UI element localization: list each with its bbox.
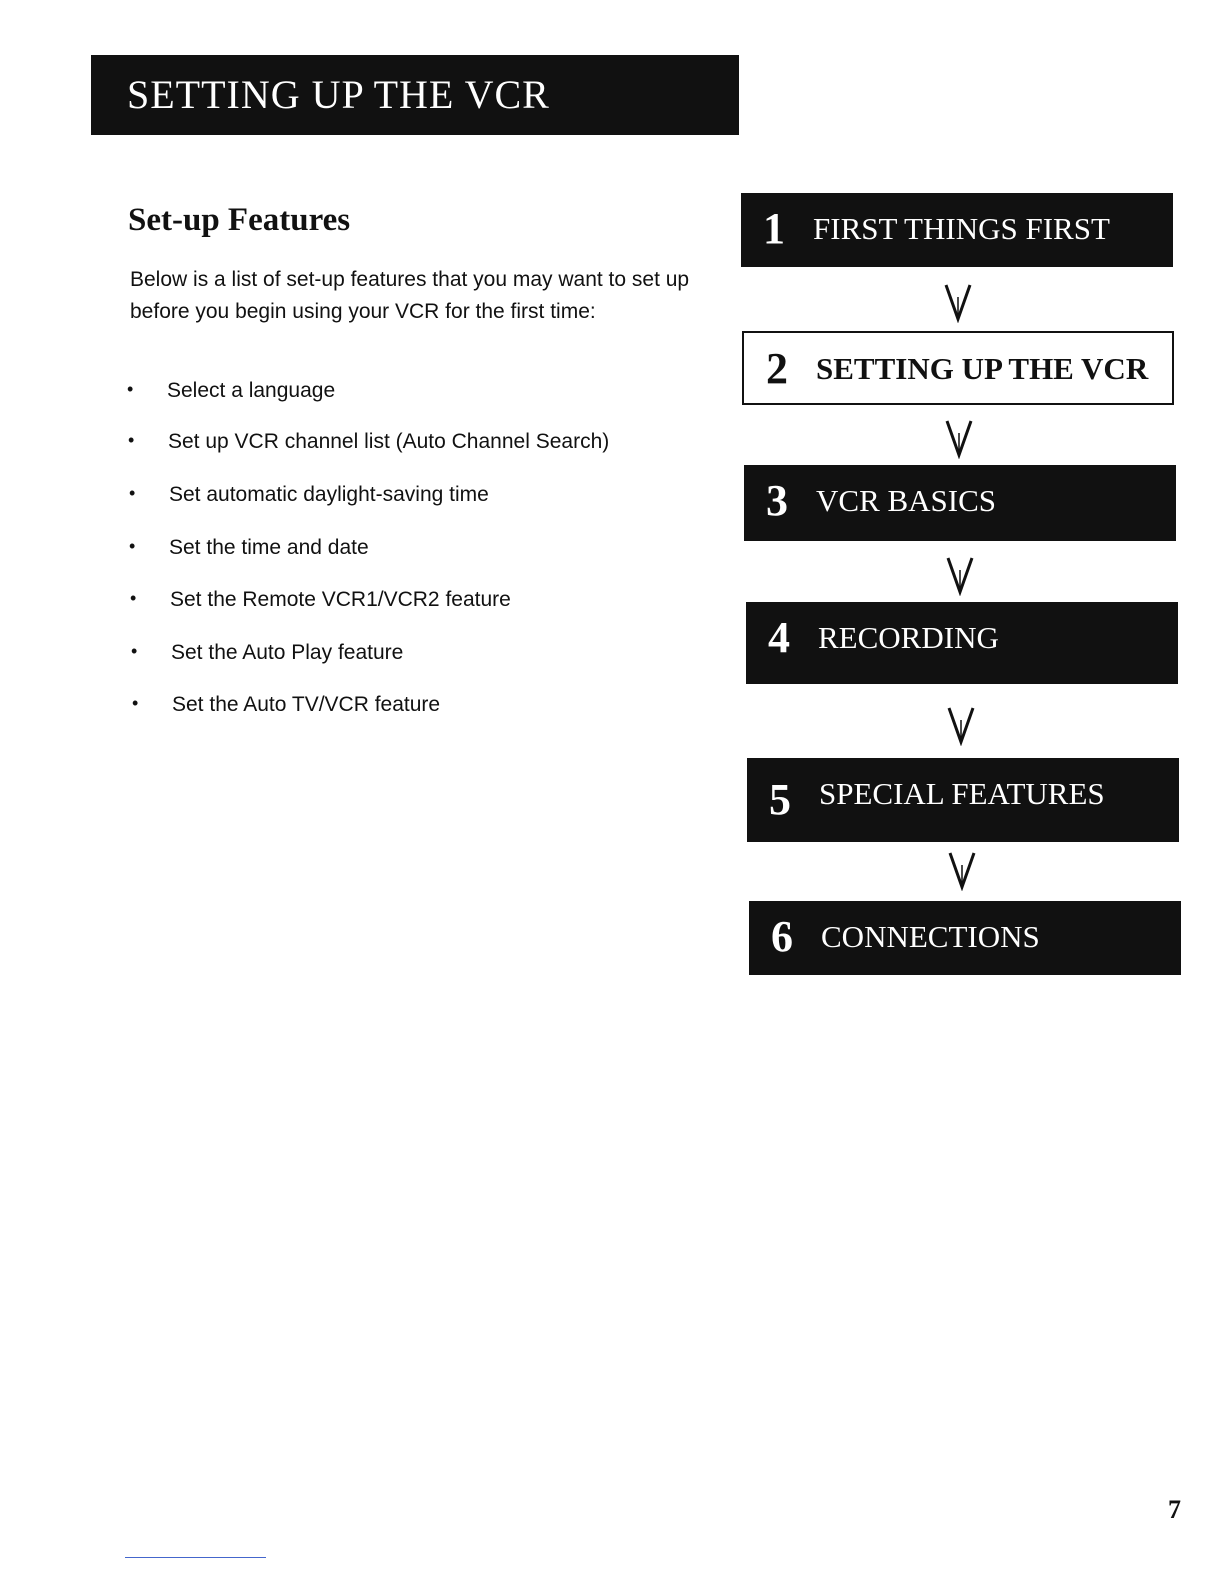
step-label: CONNECTIONS xyxy=(821,919,1040,954)
step-box-5 xyxy=(747,758,1179,842)
feature-text: Set the Auto TV/VCR feature xyxy=(172,693,441,716)
bullet: • xyxy=(127,379,134,399)
footer-rule xyxy=(125,1557,266,1558)
bullet: • xyxy=(129,483,136,503)
chapter-title: SETTING UP THE VCR xyxy=(127,72,550,117)
step-label: RECORDING xyxy=(818,620,999,655)
bullet: • xyxy=(130,588,137,608)
feature-item xyxy=(128,430,610,454)
step-label: FIRST THINGS FIRST xyxy=(813,211,1110,246)
step-label: SPECIAL FEATURES xyxy=(819,776,1105,811)
step-number: 6 xyxy=(771,912,793,961)
step-box-2 xyxy=(742,331,1174,405)
page-number: 7 xyxy=(1168,1495,1181,1524)
bullet: • xyxy=(129,536,136,556)
feature-text: Set up VCR channel list (Auto Channel Search) xyxy=(168,430,610,453)
feature-item xyxy=(129,483,489,507)
bullet: • xyxy=(132,693,139,713)
bullet: • xyxy=(128,430,135,450)
step-box-1 xyxy=(741,193,1173,267)
bullet: • xyxy=(131,641,138,661)
feature-text: Select a language xyxy=(167,379,336,402)
chevron-down-icon xyxy=(947,851,977,891)
step-label: SETTING UP THE VCR xyxy=(816,351,1149,386)
step-box-4 xyxy=(746,602,1178,684)
step-number: 5 xyxy=(769,775,791,824)
intro-paragraph: Below is a list of set-up features that you may want to set up before you begin using your VCR for the first time: xyxy=(130,268,690,323)
step-number: 1 xyxy=(763,204,785,253)
chapter-header xyxy=(91,55,739,135)
step-box-6 xyxy=(749,901,1181,975)
step-box-3 xyxy=(744,465,1176,541)
feature-item xyxy=(127,379,336,403)
feature-item xyxy=(132,693,441,717)
chevron-down-icon xyxy=(943,283,973,323)
feature-text: Set the Remote VCR1/VCR2 feature xyxy=(170,588,511,611)
step-number: 4 xyxy=(768,613,790,662)
section-heading: Set-up Features xyxy=(128,202,351,238)
feature-item xyxy=(131,641,404,665)
step-number: 2 xyxy=(766,344,788,393)
feature-text: Set automatic daylight-saving time xyxy=(169,483,489,506)
step-label: VCR BASICS xyxy=(816,483,997,518)
step-number: 3 xyxy=(766,476,788,525)
chevron-down-icon xyxy=(944,419,974,459)
feature-item xyxy=(129,536,369,560)
feature-text: Set the time and date xyxy=(169,536,369,559)
feature-text: Set the Auto Play feature xyxy=(171,641,404,664)
feature-item xyxy=(130,588,511,612)
chevron-down-icon xyxy=(946,706,976,746)
chevron-down-icon xyxy=(945,556,975,596)
